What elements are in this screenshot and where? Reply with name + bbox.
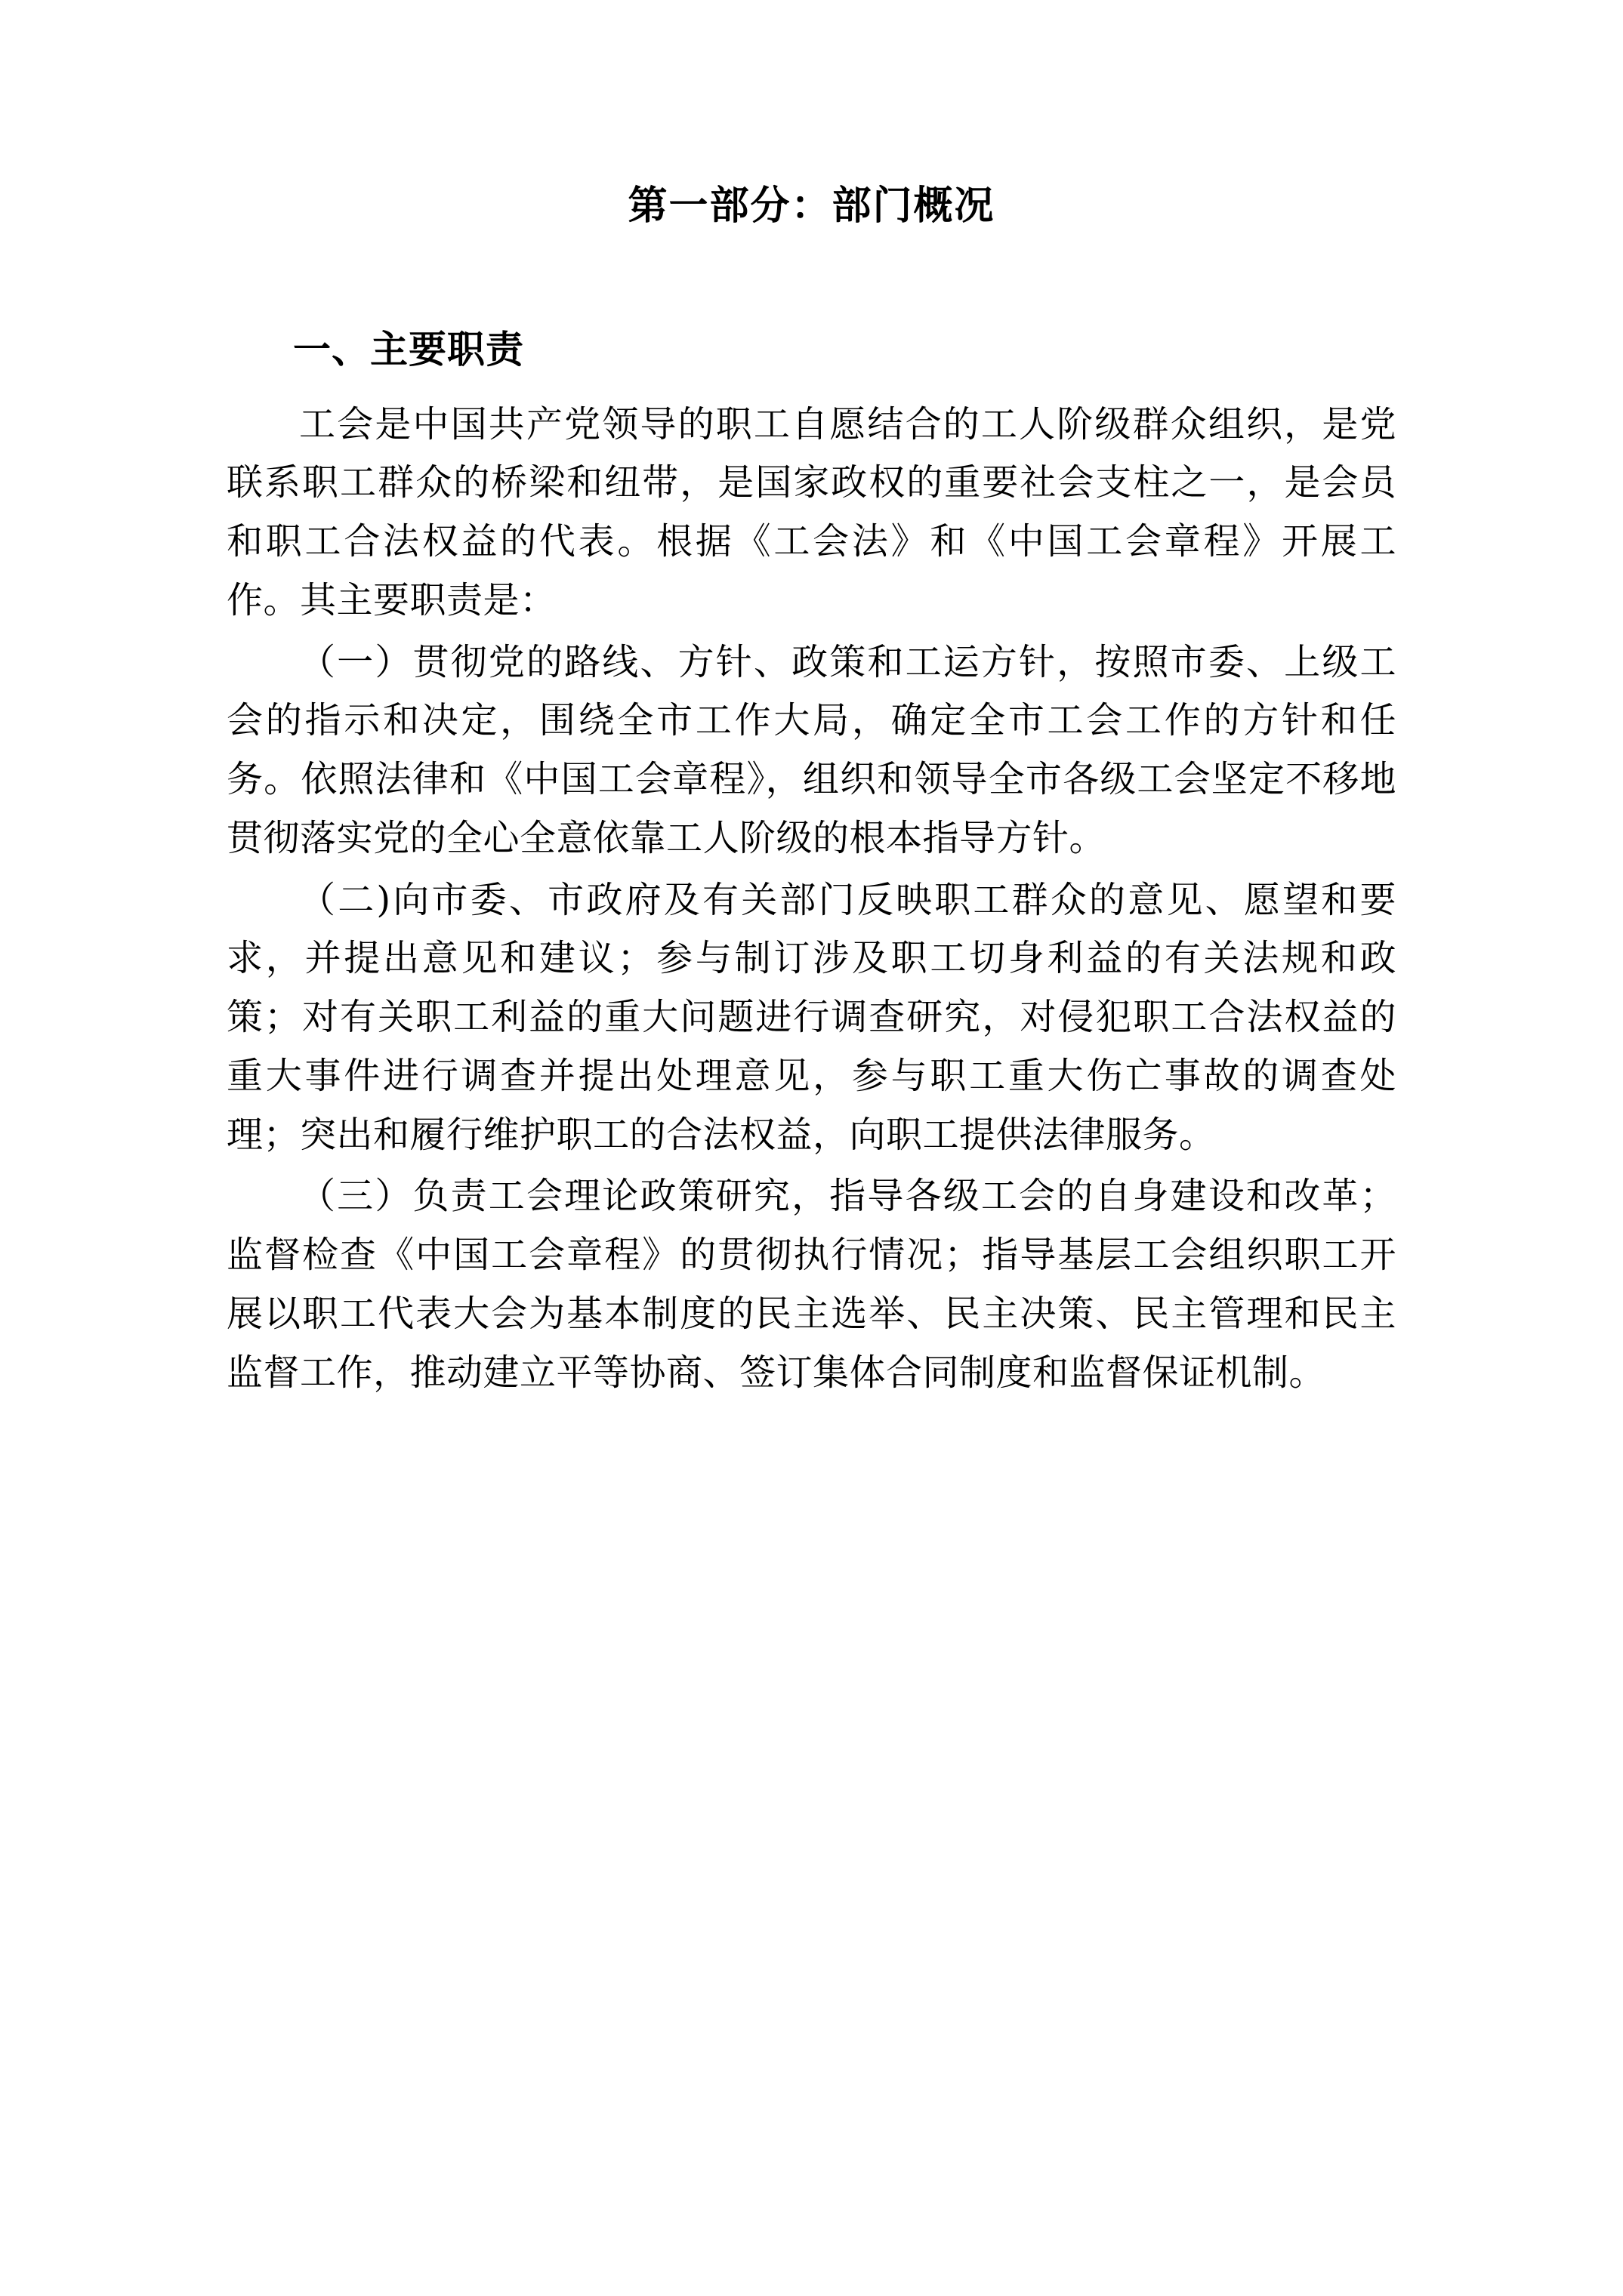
page-title: 第一部分：部门概况 — [628, 183, 995, 229]
paragraph: （三）负责工会理论政策研究，指导各级工会的自身建设和改革；监督检查《中国工会章程》的贯彻执行情况；指导基层工会组织职工开展以职工代表大会为基本制度的民主选举、民主决策、民主管理和民主监督工作，推动建立平等协商、签订集体合同制度和监督保证机制。 — [227, 1175, 1396, 1394]
paragraph: 工会是中国共产党领导的职工自愿结合的工人阶级群众组织，是党联系职工群众的桥梁和纽带，是国家政权的重要社会支柱之一，是会员和职工合法权益的代表。根据《工会法》和《中国工会章程》开展工作。其主要职责是： — [227, 402, 1396, 621]
paragraph: （一）贯彻党的路线、方针、政策和工运方针，按照市委、上级工会的指示和决定，围绕全市工作大局，确定全市工会工作的方针和任务。依照法律和《中国工会章程》，组织和领导全市各级工会坚定不移地贯彻落实党的全心全意依靠工人阶级的根本指导方针。 — [227, 640, 1396, 859]
paragraph: （二)向市委、市政府及有关部门反映职工群众的意见、愿望和要求，并提出意见和建议；参与制订涉及职工切身利益的有关法规和政策；对有关职工利益的重大问题进行调查研究，对侵犯职工合法权益的重大事件进行调查并提出处理意见，参与职工重大伤亡事故的调查处理；突出和履行维护职工的合法权益，向职工提供法律服务。 — [227, 878, 1396, 1156]
section-main-duties — [227, 323, 1396, 1403]
section-heading: 一、主要职责 — [293, 327, 524, 371]
